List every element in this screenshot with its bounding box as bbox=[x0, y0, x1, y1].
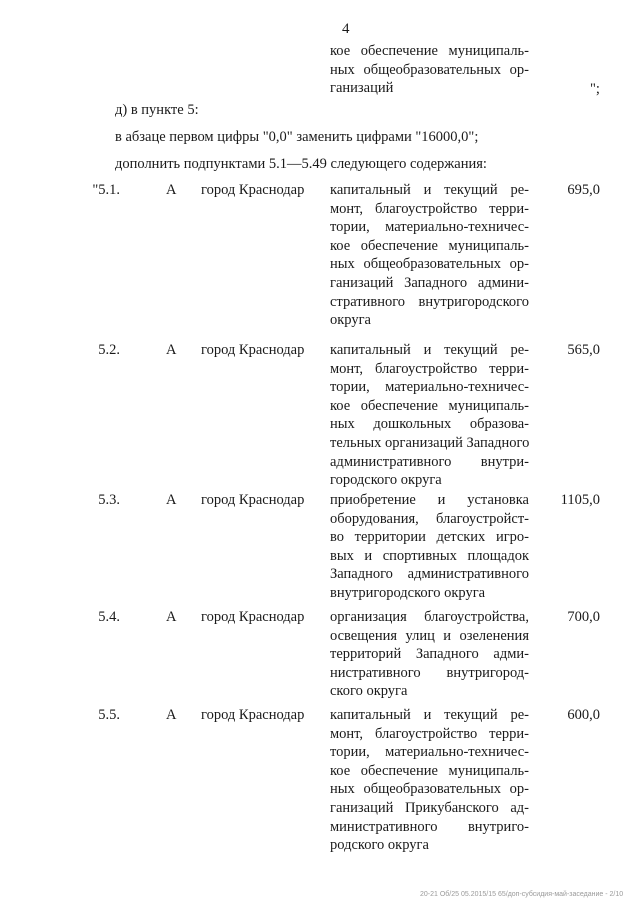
row-number: 5.2. bbox=[98, 342, 120, 358]
paragraph-item-d: д) в пункте 5: bbox=[115, 102, 199, 118]
row-description bbox=[330, 706, 529, 855]
footer-file-path: 20-21 Об/25 05.2015/15 65/доп-субсидия-май-заседание - 2/10 bbox=[420, 891, 624, 898]
row-code: А bbox=[166, 707, 177, 723]
desc-line: округа bbox=[330, 312, 371, 329]
desc-line: Западного административного bbox=[330, 566, 529, 583]
desc-line: монт, благоустройство терри- bbox=[330, 360, 529, 377]
desc-line: министративного внутриго- bbox=[330, 818, 529, 835]
row-code: А bbox=[166, 609, 177, 625]
desc-line: ных общеобразовательных ор- bbox=[330, 61, 529, 78]
desc-line: капитальный и текущий ре- bbox=[330, 707, 529, 723]
row-number: 5.3. bbox=[98, 492, 120, 508]
desc-line: приобретение и установка bbox=[330, 492, 529, 508]
desc-line: капитальный и текущий ре- bbox=[330, 182, 529, 198]
row-description bbox=[330, 608, 529, 701]
paragraph-add-subitems: дополнить подпунктами 5.1—5.49 следующего содержания: bbox=[115, 156, 487, 172]
paragraph-replace-figures: в абзаце первом цифры "0,0" заменить цифрами "16000,0"; bbox=[115, 129, 479, 145]
row-description bbox=[330, 491, 529, 603]
desc-line: ганизаций bbox=[330, 80, 394, 97]
desc-line: освещения улиц и озеленения bbox=[330, 627, 529, 644]
desc-line: нистративного внутригород- bbox=[330, 664, 529, 681]
desc-line: оборудования, благоустройст- bbox=[330, 510, 529, 527]
desc-line: тории, материально-техничес- bbox=[330, 744, 529, 761]
desc-line: ского округа bbox=[330, 683, 408, 700]
desc-line: территорий Западного адми- bbox=[330, 646, 529, 663]
desc-line: тории, материально-техничес- bbox=[330, 379, 529, 396]
desc-line: городского округа bbox=[330, 472, 442, 489]
desc-line: ных общеобразовательных ор- bbox=[330, 781, 529, 798]
desc-line: родского округа bbox=[330, 837, 429, 854]
desc-line: капитальный и текущий ре- bbox=[330, 342, 529, 358]
row-amount: 695,0 bbox=[567, 182, 600, 198]
row-number: 5.4. bbox=[98, 609, 120, 625]
row-number: "5.1. bbox=[92, 182, 120, 198]
row-city: город Краснодар bbox=[201, 492, 305, 508]
page-number: 4 bbox=[342, 21, 350, 37]
desc-line: монт, благоустройство терри- bbox=[330, 725, 529, 742]
desc-line: административного внутри- bbox=[330, 453, 529, 470]
row-code: А bbox=[166, 492, 177, 508]
row-description bbox=[330, 181, 529, 330]
desc-line: кое обеспечение муниципаль- bbox=[330, 43, 529, 59]
row-amount: 565,0 bbox=[567, 342, 600, 358]
desc-line: кое обеспечение муниципаль- bbox=[330, 237, 529, 254]
row-amount: 1105,0 bbox=[560, 492, 600, 508]
row-number: 5.5. bbox=[98, 707, 120, 723]
desc-line: ганизаций Западного админи- bbox=[330, 274, 529, 291]
row-amount: 700,0 bbox=[567, 609, 600, 625]
desc-line: внутригородского округа bbox=[330, 584, 486, 601]
row-code: А bbox=[166, 182, 177, 198]
desc-line: во территории детских игро- bbox=[330, 529, 529, 546]
desc-line: стративного внутригородского bbox=[330, 293, 529, 310]
closing-quote: "; bbox=[590, 81, 600, 97]
desc-line: вых и спортивных площадок bbox=[330, 547, 529, 564]
desc-line: ных дошкольных образова- bbox=[330, 416, 529, 433]
row-description bbox=[330, 341, 529, 490]
desc-line: монт, благоустройство терри- bbox=[330, 200, 529, 217]
row-amount: 600,0 bbox=[567, 707, 600, 723]
desc-line: тельных организаций Западного bbox=[330, 434, 530, 451]
row-code: А bbox=[166, 342, 177, 358]
desc-line: кое обеспечение муниципаль- bbox=[330, 762, 529, 779]
desc-line: кое обеспечение муниципаль- bbox=[330, 397, 529, 414]
row-city: город Краснодар bbox=[201, 609, 305, 625]
row-city: город Краснодар bbox=[201, 342, 305, 358]
desc-line: организация благоустройства, bbox=[330, 609, 529, 625]
desc-line: тории, материально-техничес- bbox=[330, 219, 529, 236]
desc-line: ганизаций Прикубанского ад- bbox=[330, 799, 529, 816]
continued-description bbox=[330, 42, 529, 98]
desc-line: ных общеобразовательных ор- bbox=[330, 256, 529, 273]
row-city: город Краснодар bbox=[201, 707, 305, 723]
row-city: город Краснодар bbox=[201, 182, 305, 198]
